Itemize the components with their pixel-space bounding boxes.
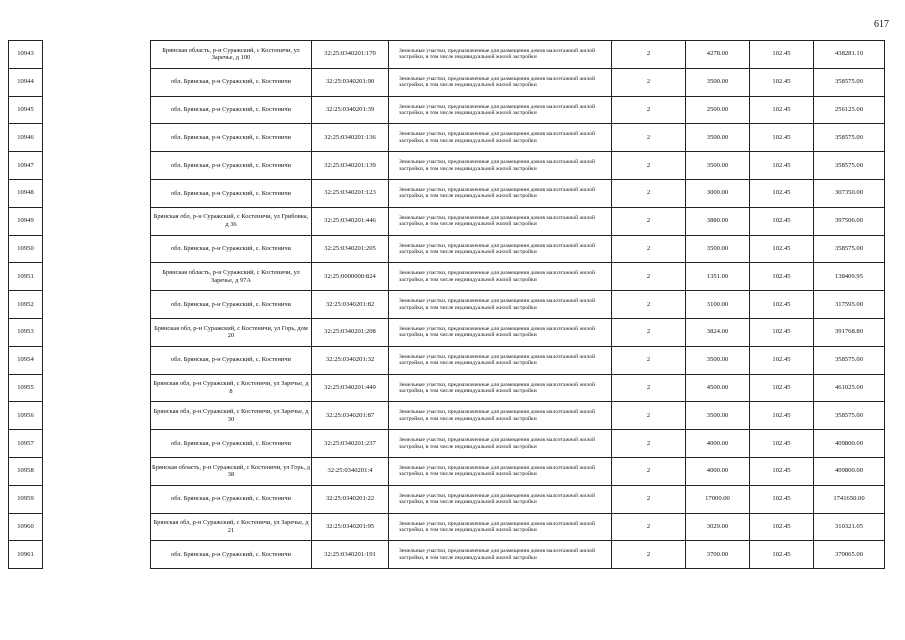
category-cell: 2 [612,96,686,124]
category-cell: 2 [612,124,686,152]
land-purpose-cell: Земельные участки, предназначенные для размещения домов малоэтажной жилой застройки, в том числе индивидуальной жилой застройки [389,513,612,541]
cadastral-number-cell: 32:25:0340201:446 [312,207,389,235]
land-purpose-cell: Земельные участки, предназначенные для размещения домов малоэтажной жилой застройки, в том числе индивидуальной жилой застройки [389,68,612,96]
address-cell: обл. Брянская, р-н Суражский, с. Костеничи [151,179,312,207]
area-cell: 3700.00 [686,541,750,569]
cadastral-number-cell: 32:25:0340201:191 [312,541,389,569]
category-cell: 2 [612,374,686,402]
cadastral-value-cell: 358575.00 [814,124,885,152]
cadastral-number-cell: 32:25:0340201:95 [312,513,389,541]
table-row [9,152,885,180]
cadastral-number-cell: 32:25:0340201:449 [312,374,389,402]
area-cell: 3500.00 [686,152,750,180]
row-id-cell: 10947 [9,152,43,180]
table-row [9,263,885,291]
address-cell: Брянская обл, р-н Суражский, с Костеничи, ул Заречье, д 30 [151,402,312,430]
rate-cell: 102.45 [750,179,814,207]
table-row [9,485,885,513]
land-purpose-cell: Земельные участки, предназначенные для размещения домов малоэтажной жилой застройки, в том числе индивидуальной жилой застройки [389,430,612,458]
area-cell: 3500.00 [686,235,750,263]
area-cell: 17000.00 [686,485,750,513]
address-cell: обл. Брянская, р-н Суражский, с. Костеничи [151,541,312,569]
cadastral-value-cell: 358575.00 [814,68,885,96]
page-number: 617 [874,19,889,30]
table-row [9,374,885,402]
rate-cell: 102.45 [750,318,814,346]
category-cell: 2 [612,346,686,374]
land-purpose-cell: Земельные участки, предназначенные для размещения домов малоэтажной жилой застройки, в том числе индивидуальной жилой застройки [389,235,612,263]
category-cell: 2 [612,485,686,513]
rate-cell: 102.45 [750,263,814,291]
area-cell: 1351.00 [686,263,750,291]
rate-cell: 102.45 [750,485,814,513]
empty-cell [43,485,151,513]
address-cell: обл. Брянская, р-н Суражский, с. Костеничи [151,346,312,374]
area-cell: 4500.00 [686,374,750,402]
rate-cell: 102.45 [750,513,814,541]
table-row [9,346,885,374]
row-id-cell: 10949 [9,207,43,235]
empty-cell [43,457,151,485]
rate-cell: 102.45 [750,68,814,96]
rate-cell: 102.45 [750,207,814,235]
table-row [9,291,885,319]
area-cell: 3500.00 [686,124,750,152]
land-purpose-cell: Земельные участки, предназначенные для размещения домов малоэтажной жилой застройки, в том числе индивидуальной жилой застройки [389,41,612,69]
empty-cell [43,207,151,235]
empty-cell [43,430,151,458]
cadastral-number-cell: 32:25:0340201:32 [312,346,389,374]
cadastral-value-cell: 1741650.00 [814,485,885,513]
address-cell: Брянская область, р-н Суражский, с Костеничи, ул Горь, д 38 [151,457,312,485]
row-id-cell: 10955 [9,374,43,402]
address-cell: Брянская обл, р-н Суражский, с Костеничи, ул Грибовка, д 36 [151,207,312,235]
cadastral-number-cell: 32:25:0340201:205 [312,235,389,263]
row-id-cell: 10943 [9,41,43,69]
land-purpose-cell: Земельные участки, предназначенные для размещения домов малоэтажной жилой застройки, в том числе индивидуальной жилой застройки [389,207,612,235]
row-id-cell: 10953 [9,318,43,346]
rate-cell: 102.45 [750,235,814,263]
table-row [9,402,885,430]
category-cell: 2 [612,263,686,291]
table-row [9,235,885,263]
cadastral-value-cell: 138409.95 [814,263,885,291]
cadastral-number-cell: 32:25:0000000:824 [312,263,389,291]
cadastral-number-cell: 32:25:0340201:136 [312,124,389,152]
address-cell: Брянская обл, р-н Суражский, с Костеничи, ул Заречье, д 21 [151,513,312,541]
land-purpose-cell: Земельные участки, предназначенные для размещения домов малоэтажной жилой застройки, в том числе индивидуальной жилой застройки [389,179,612,207]
land-purpose-cell: Земельные участки, предназначенные для размещения домов малоэтажной жилой застройки, в том числе индивидуальной жилой застройки [389,124,612,152]
empty-cell [43,374,151,402]
cadastral-value-cell: 438281.10 [814,41,885,69]
rate-cell: 102.45 [750,541,814,569]
address-cell: обл. Брянская, р-н Суражский, с. Костеничи [151,291,312,319]
area-cell: 2500.00 [686,96,750,124]
address-cell: обл. Брянская, р-н Суражский, с. Костеничи [151,68,312,96]
row-id-cell: 10957 [9,430,43,458]
empty-cell [43,124,151,152]
category-cell: 2 [612,152,686,180]
address-cell: Брянская область, р-н Суражский, с Костеничи, ул Заречье, д 100 [151,41,312,69]
rate-cell: 102.45 [750,430,814,458]
table-row [9,541,885,569]
category-cell: 2 [612,457,686,485]
category-cell: 2 [612,68,686,96]
row-id-cell: 10952 [9,291,43,319]
cadastral-number-cell: 32:25:0340201:139 [312,152,389,180]
rate-cell: 102.45 [750,457,814,485]
address-cell: Брянская обл, р-н Суражский, с Костеничи, ул Заречье, д 8 [151,374,312,402]
cadastral-value-cell: 310321.05 [814,513,885,541]
cadastral-value-cell: 461025.00 [814,374,885,402]
category-cell: 2 [612,41,686,69]
land-purpose-cell: Земельные участки, предназначенные для размещения домов малоэтажной жилой застройки, в том числе индивидуальной жилой застройки [389,96,612,124]
row-id-cell: 10954 [9,346,43,374]
cadastral-number-cell: 32:25:0340201:208 [312,318,389,346]
table-row [9,124,885,152]
rate-cell: 102.45 [750,374,814,402]
cadastral-value-cell: 409800.00 [814,457,885,485]
area-cell: 3500.00 [686,346,750,374]
area-cell: 3500.00 [686,402,750,430]
category-cell: 2 [612,207,686,235]
row-id-cell: 10950 [9,235,43,263]
cadastral-number-cell: 32:25:0340201:170 [312,41,389,69]
empty-cell [43,96,151,124]
cadastral-number-cell: 32:25:0340201:22 [312,485,389,513]
cadastral-value-cell: 391768.80 [814,318,885,346]
category-cell: 2 [612,291,686,319]
land-purpose-cell: Земельные участки, предназначенные для размещения домов малоэтажной жилой застройки, в том числе индивидуальной жилой застройки [389,318,612,346]
rate-cell: 102.45 [750,41,814,69]
area-cell: 3029.00 [686,513,750,541]
table-row [9,41,885,69]
cadastral-number-cell: 32:25:0340201:39 [312,96,389,124]
cadastral-value-cell: 358575.00 [814,152,885,180]
cadastral-value-cell: 307350.00 [814,179,885,207]
table-row [9,513,885,541]
empty-cell [43,235,151,263]
empty-cell [43,402,151,430]
address-cell: обл. Брянская, р-н Суражский, с. Костеничи [151,124,312,152]
table-row [9,96,885,124]
table-row [9,68,885,96]
row-id-cell: 10944 [9,68,43,96]
area-cell: 3880.00 [686,207,750,235]
category-cell: 2 [612,318,686,346]
empty-cell [43,68,151,96]
empty-cell [43,41,151,69]
table-row [9,179,885,207]
category-cell: 2 [612,513,686,541]
cadastral-value-cell: 317595.00 [814,291,885,319]
cadastral-value-cell: 256125.00 [814,96,885,124]
table-row [9,430,885,458]
address-cell: обл. Брянская, р-н Суражский, с. Костеничи [151,485,312,513]
row-id-cell: 10959 [9,485,43,513]
row-id-cell: 10946 [9,124,43,152]
table-row [9,457,885,485]
table-body [9,41,885,569]
row-id-cell: 10961 [9,541,43,569]
rate-cell: 102.45 [750,402,814,430]
land-purpose-cell: Земельные участки, предназначенные для размещения домов малоэтажной жилой застройки, в том числе индивидуальной жилой застройки [389,402,612,430]
rate-cell: 102.45 [750,124,814,152]
area-cell: 4278.00 [686,41,750,69]
rate-cell: 102.45 [750,346,814,374]
address-cell: Брянская обл, р-н Суражский, с Костеничи, ул Горь, дом 20 [151,318,312,346]
category-cell: 2 [612,430,686,458]
cadastral-value-cell: 358575.00 [814,235,885,263]
category-cell: 2 [612,541,686,569]
empty-cell [43,152,151,180]
land-purpose-cell: Земельные участки, предназначенные для размещения домов малоэтажной жилой застройки, в том числе индивидуальной жилой застройки [389,457,612,485]
land-purpose-cell: Земельные участки, предназначенные для размещения домов малоэтажной жилой застройки, в том числе индивидуальной жилой застройки [389,291,612,319]
cadastral-number-cell: 32:25:0340201:87 [312,402,389,430]
area-cell: 4000.00 [686,457,750,485]
row-id-cell: 10951 [9,263,43,291]
cadastral-number-cell: 32:25:0340201:237 [312,430,389,458]
address-cell: обл. Брянская, р-н Суражский, с. Костеничи [151,430,312,458]
cadastral-value-cell: 358575.00 [814,402,885,430]
empty-cell [43,346,151,374]
address-cell: обл. Брянская, р-н Суражский, с. Костеничи [151,235,312,263]
cadastral-value-cell: 397506.00 [814,207,885,235]
cadastral-value-cell: 409800.00 [814,430,885,458]
address-cell: обл. Брянская, р-н Суражский, с. Костеничи [151,96,312,124]
row-id-cell: 10958 [9,457,43,485]
area-cell: 3100.00 [686,291,750,319]
row-id-cell: 10960 [9,513,43,541]
rate-cell: 102.45 [750,96,814,124]
area-cell: 3000.00 [686,179,750,207]
cadastral-number-cell: 32:25:0340201:90 [312,68,389,96]
cadastral-number-cell: 32:25:0340201:82 [312,291,389,319]
category-cell: 2 [612,179,686,207]
cadastral-number-cell: 32:25:0340201:4 [312,457,389,485]
cadastral-value-cell: 358575.00 [814,346,885,374]
land-purpose-cell: Земельные участки, предназначенные для размещения домов малоэтажной жилой застройки, в том числе индивидуальной жилой застройки [389,346,612,374]
row-id-cell: 10956 [9,402,43,430]
land-purpose-cell: Земельные участки, предназначенные для размещения домов малоэтажной жилой застройки, в том числе индивидуальной жилой застройки [389,152,612,180]
rate-cell: 102.45 [750,152,814,180]
cadastral-value-cell: 379065.00 [814,541,885,569]
land-purpose-cell: Земельные участки, предназначенные для размещения домов малоэтажной жилой застройки, в том числе индивидуальной жилой застройки [389,263,612,291]
area-cell: 3500.00 [686,68,750,96]
category-cell: 2 [612,402,686,430]
empty-cell [43,263,151,291]
address-cell: Брянская область, р-н Суражский, с Костеничи, ул Заречье, д 97А [151,263,312,291]
empty-cell [43,291,151,319]
row-id-cell: 10948 [9,179,43,207]
land-purpose-cell: Земельные участки, предназначенные для размещения домов малоэтажной жилой застройки, в том числе индивидуальной жилой застройки [389,374,612,402]
land-purpose-cell: Земельные участки, предназначенные для размещения домов малоэтажной жилой застройки, в том числе индивидуальной жилой застройки [389,541,612,569]
empty-cell [43,318,151,346]
table-row [9,207,885,235]
cadastral-number-cell: 32:25:0340201:123 [312,179,389,207]
rate-cell: 102.45 [750,291,814,319]
category-cell: 2 [612,235,686,263]
land-registry-table [8,40,885,569]
area-cell: 4000.00 [686,430,750,458]
address-cell: обл. Брянская, р-н Суражский, с. Костеничи [151,152,312,180]
area-cell: 3824.00 [686,318,750,346]
table-row [9,318,885,346]
row-id-cell: 10945 [9,96,43,124]
land-purpose-cell: Земельные участки, предназначенные для размещения домов малоэтажной жилой застройки, в том числе индивидуальной жилой застройки [389,485,612,513]
empty-cell [43,513,151,541]
empty-cell [43,541,151,569]
empty-cell [43,179,151,207]
